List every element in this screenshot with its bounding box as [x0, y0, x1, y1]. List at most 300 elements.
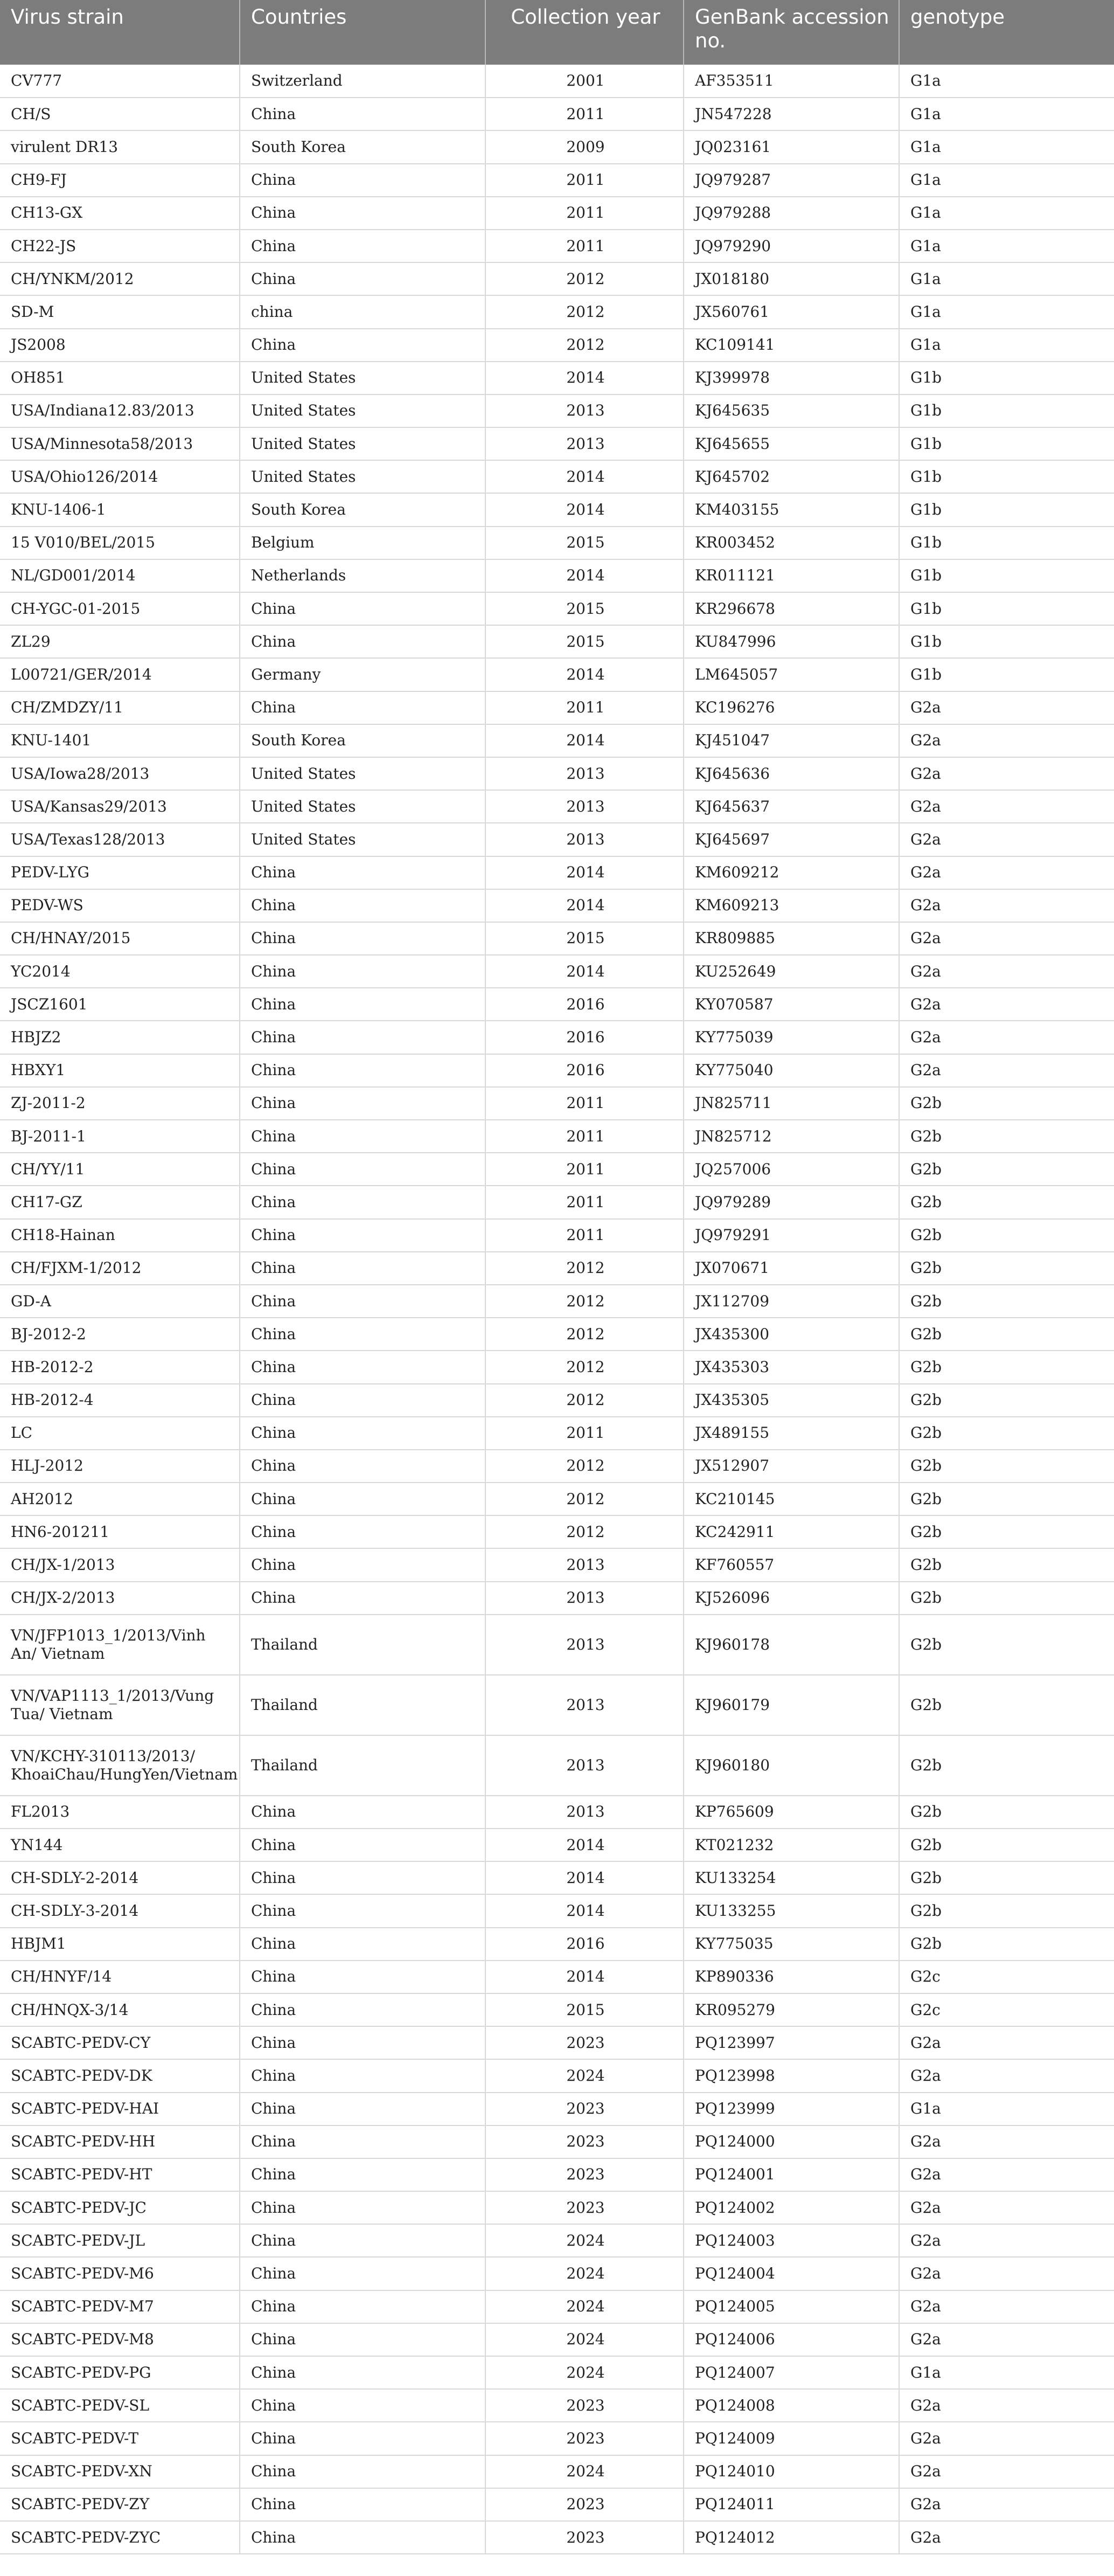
table-row [0, 1928, 1114, 1961]
virus-strain-cell: YN144 [0, 1829, 240, 1861]
collection-year-cell: 2011 [485, 1120, 684, 1153]
table-row [0, 559, 1114, 592]
country-cell: China [240, 1483, 485, 1515]
virus-strain-cell: SCABTC-PEDV-JL [0, 2224, 240, 2257]
genotype-cell: G1a [899, 262, 1114, 295]
accession-cell: JX112709 [684, 1285, 899, 1318]
collection-year-cell: 2011 [485, 230, 684, 262]
country-cell: China [240, 1252, 485, 1285]
accession-cell: KJ960180 [684, 1735, 899, 1796]
accession-cell: JQ979290 [684, 230, 899, 262]
country-cell: China [240, 329, 485, 362]
country-cell: United States [240, 427, 485, 460]
virus-strain-cell: NL/GD001/2014 [0, 559, 240, 592]
accession-cell: PQ124010 [684, 2455, 899, 2488]
genotype-cell: G2b [899, 1675, 1114, 1735]
country-cell: China [240, 1961, 485, 1993]
table-row [0, 658, 1114, 691]
virus-strain-cell: JS2008 [0, 329, 240, 362]
collection-year-cell: 2013 [485, 1735, 684, 1796]
accession-cell: KT021232 [684, 1829, 899, 1861]
genotype-cell: G2a [899, 2521, 1114, 2554]
genotype-cell: G2b [899, 1483, 1114, 1515]
virus-strain-cell: CH-SDLY-2-2014 [0, 1861, 240, 1894]
genotype-cell: G1b [899, 527, 1114, 559]
accession-cell: PQ123997 [684, 2026, 899, 2059]
table-row [0, 592, 1114, 625]
country-cell: China [240, 1894, 485, 1927]
accession-cell: PQ124000 [684, 2125, 899, 2158]
table-row [0, 2389, 1114, 2422]
genotype-cell: G2a [899, 922, 1114, 955]
accession-cell: JQ979287 [684, 164, 899, 197]
country-cell: China [240, 1548, 485, 1581]
genotype-cell: G2a [899, 2422, 1114, 2455]
accession-cell: KY775035 [684, 1928, 899, 1961]
accession-cell: JQ023161 [684, 130, 899, 163]
genotype-cell: G2a [899, 2455, 1114, 2488]
collection-year-cell: 2013 [485, 823, 684, 856]
collection-year-cell: 2001 [485, 65, 684, 98]
collection-year-cell: 2012 [485, 295, 684, 328]
collection-year-cell: 2023 [485, 2389, 684, 2422]
collection-year-cell: 2023 [485, 2191, 684, 2224]
genotype-cell: G2a [899, 2488, 1114, 2521]
table-row [0, 1796, 1114, 1829]
accession-cell: KR296678 [684, 592, 899, 625]
collection-year-cell: 2014 [485, 724, 684, 757]
virus-strain-cell: SCABTC-PEDV-JC [0, 2191, 240, 2224]
collection-year-cell: 2011 [485, 1219, 684, 1252]
country-cell: China [240, 1087, 485, 1120]
genotype-cell: G2b [899, 1384, 1114, 1417]
table-row [0, 757, 1114, 790]
country-cell: China [240, 1582, 485, 1615]
table-row [0, 1861, 1114, 1894]
genotype-cell: G2b [899, 1120, 1114, 1153]
virus-strain-cell: VN/VAP1113_1/2013/Vung Tua/ Vietnam [0, 1675, 240, 1735]
table-row [0, 790, 1114, 823]
country-cell: Netherlands [240, 559, 485, 592]
virus-strain-cell: SCABTC-PEDV-HH [0, 2125, 240, 2158]
genotype-cell: G1a [899, 295, 1114, 328]
table-row [0, 1829, 1114, 1861]
country-cell: China [240, 2224, 485, 2257]
table-row [0, 98, 1114, 130]
virus-strain-cell: SCABTC-PEDV-M7 [0, 2290, 240, 2323]
table-row [0, 1252, 1114, 1285]
accession-cell: KJ399978 [684, 362, 899, 394]
collection-year-cell: 2013 [485, 1615, 684, 1675]
accession-cell: JX489155 [684, 1417, 899, 1450]
accession-cell: LM645057 [684, 658, 899, 691]
collection-year-cell: 2016 [485, 1928, 684, 1961]
collection-year-cell: 2023 [485, 2158, 684, 2191]
accession-cell: JX018180 [684, 262, 899, 295]
country-cell: China [240, 1417, 485, 1450]
collection-year-cell: 2014 [485, 1961, 684, 1993]
accession-cell: PQ124003 [684, 2224, 899, 2257]
virus-strain-cell: CH9-FJ [0, 164, 240, 197]
virus-strain-cell: SCABTC-PEDV-M6 [0, 2257, 240, 2290]
genotype-cell: G1a [899, 2093, 1114, 2125]
genotype-cell: G1a [899, 230, 1114, 262]
genotype-cell: G1a [899, 98, 1114, 130]
country-cell: China [240, 1153, 485, 1186]
table-row [0, 1548, 1114, 1581]
country-cell: China [240, 1450, 485, 1483]
country-cell: Switzerland [240, 65, 485, 98]
accession-cell: KU133255 [684, 1894, 899, 1927]
header-row [0, 0, 1114, 65]
genotype-cell: G1a [899, 164, 1114, 197]
genotype-cell: G2a [899, 2125, 1114, 2158]
virus-strain-cell: ZJ-2011-2 [0, 1087, 240, 1120]
table-row [0, 2059, 1114, 2092]
accession-cell: KC210145 [684, 1483, 899, 1515]
table-row [0, 1417, 1114, 1450]
virus-strain-cell: GD-A [0, 1285, 240, 1318]
table-row [0, 2257, 1114, 2290]
table-row [0, 2125, 1114, 2158]
accession-cell: KM403155 [684, 493, 899, 526]
country-cell: China [240, 2125, 485, 2158]
genotype-cell: G1a [899, 65, 1114, 98]
header-collection-year: Collection year [485, 0, 684, 65]
virus-strain-cell: SCABTC-PEDV-SL [0, 2389, 240, 2422]
virus-strain-cell: SD-M [0, 295, 240, 328]
country-cell: China [240, 197, 485, 230]
collection-year-cell: 2011 [485, 1153, 684, 1186]
country-cell: China [240, 1021, 485, 1054]
header-virus-strain: Virus strain [0, 0, 240, 65]
genotype-cell: G2b [899, 1219, 1114, 1252]
collection-year-cell: 2015 [485, 592, 684, 625]
genotype-cell: G2a [899, 889, 1114, 922]
accession-cell: PQ124009 [684, 2422, 899, 2455]
country-cell: China [240, 889, 485, 922]
collection-year-cell: 2023 [485, 2093, 684, 2125]
accession-cell: JQ979291 [684, 1219, 899, 1252]
table-row [0, 2521, 1114, 2554]
collection-year-cell: 2013 [485, 1582, 684, 1615]
country-cell: China [240, 262, 485, 295]
virus-strain-cell: CH/YNKM/2012 [0, 262, 240, 295]
accession-cell: KP890336 [684, 1961, 899, 1993]
collection-year-cell: 2014 [485, 1894, 684, 1927]
table-row [0, 362, 1114, 394]
country-cell: China [240, 2521, 485, 2554]
country-cell: China [240, 1285, 485, 1318]
accession-cell: KY775039 [684, 1021, 899, 1054]
country-cell: China [240, 955, 485, 988]
genotype-cell: G2a [899, 2257, 1114, 2290]
collection-year-cell: 2023 [485, 2488, 684, 2521]
virus-strain-cell: CH-SDLY-3-2014 [0, 1894, 240, 1927]
virus-strain-cell: USA/Minnesota58/2013 [0, 427, 240, 460]
accession-cell: JX435303 [684, 1351, 899, 1383]
table-row [0, 1021, 1114, 1054]
country-cell: China [240, 2389, 485, 2422]
virus-strain-cell: CH/JX-2/2013 [0, 1582, 240, 1615]
genotype-cell: G1b [899, 658, 1114, 691]
accession-cell: KJ645702 [684, 460, 899, 493]
country-cell: China [240, 164, 485, 197]
country-cell: china [240, 295, 485, 328]
genotype-cell: G2a [899, 2059, 1114, 2092]
genotype-cell: G1b [899, 592, 1114, 625]
collection-year-cell: 2024 [485, 2356, 684, 2389]
collection-year-cell: 2024 [485, 2290, 684, 2323]
collection-year-cell: 2012 [485, 1285, 684, 1318]
country-cell: China [240, 2422, 485, 2455]
country-cell: China [240, 230, 485, 262]
table-row [0, 1993, 1114, 2026]
genotype-cell: G2a [899, 2191, 1114, 2224]
collection-year-cell: 2012 [485, 1351, 684, 1383]
table-row [0, 427, 1114, 460]
virus-strain-cell: CH/YY/11 [0, 1153, 240, 1186]
genotype-cell: G2b [899, 1186, 1114, 1218]
collection-year-cell: 2023 [485, 2026, 684, 2059]
virus-strain-cell: HB-2012-4 [0, 1384, 240, 1417]
collection-year-cell: 2024 [485, 2224, 684, 2257]
country-cell: China [240, 1219, 485, 1252]
genotype-cell: G2b [899, 1285, 1114, 1318]
genotype-cell: G2b [899, 1894, 1114, 1927]
table-row [0, 823, 1114, 856]
country-cell: China [240, 1993, 485, 2026]
table-row [0, 164, 1114, 197]
country-cell: United States [240, 790, 485, 823]
virus-strain-cell: CH/FJXM-1/2012 [0, 1252, 240, 1285]
accession-cell: KJ451047 [684, 724, 899, 757]
table-row [0, 2158, 1114, 2191]
table-row [0, 1450, 1114, 1483]
accession-cell: KJ645635 [684, 394, 899, 427]
virus-strain-cell: CH/ZMDZY/11 [0, 691, 240, 724]
virus-strain-cell: HBXY1 [0, 1054, 240, 1087]
virus-strain-cell: CH/HNYF/14 [0, 1961, 240, 1993]
accession-cell: KY070587 [684, 988, 899, 1021]
virus-strain-cell: CH/HNQX-3/14 [0, 1993, 240, 2026]
table-row [0, 1318, 1114, 1351]
genotype-cell: G1a [899, 130, 1114, 163]
table-row [0, 2323, 1114, 2356]
virus-strain-cell: OH851 [0, 362, 240, 394]
collection-year-cell: 2012 [485, 1252, 684, 1285]
genotype-cell: G2b [899, 1861, 1114, 1894]
accession-cell: KJ960178 [684, 1615, 899, 1675]
genotype-cell: G2b [899, 1582, 1114, 1615]
country-cell: China [240, 691, 485, 724]
country-cell: China [240, 2158, 485, 2191]
virus-strain-cell: HLJ-2012 [0, 1450, 240, 1483]
collection-year-cell: 2023 [485, 2422, 684, 2455]
country-cell: China [240, 988, 485, 1021]
country-cell: Thailand [240, 1615, 485, 1675]
accession-cell: KC196276 [684, 691, 899, 724]
virus-strain-cell: SCABTC-PEDV-T [0, 2422, 240, 2455]
genotype-cell: G1a [899, 329, 1114, 362]
accession-cell: KU133254 [684, 1861, 899, 1894]
country-cell: Germany [240, 658, 485, 691]
accession-cell: KJ645637 [684, 790, 899, 823]
table-row [0, 1483, 1114, 1515]
country-cell: China [240, 922, 485, 955]
collection-year-cell: 2011 [485, 1417, 684, 1450]
collection-year-cell: 2009 [485, 130, 684, 163]
collection-year-cell: 2024 [485, 2455, 684, 2488]
genotype-cell: G2a [899, 724, 1114, 757]
table-row [0, 527, 1114, 559]
collection-year-cell: 2012 [485, 262, 684, 295]
country-cell: China [240, 2093, 485, 2125]
table-row [0, 394, 1114, 427]
country-cell: Thailand [240, 1735, 485, 1796]
virus-strain-cell: SCABTC-PEDV-DK [0, 2059, 240, 2092]
genotype-cell: G2b [899, 1796, 1114, 1829]
collection-year-cell: 2011 [485, 197, 684, 230]
country-cell: China [240, 1515, 485, 1548]
country-cell: China [240, 2191, 485, 2224]
accession-cell: JN825711 [684, 1087, 899, 1120]
accession-cell: JQ257006 [684, 1153, 899, 1186]
genotype-cell: G2a [899, 1054, 1114, 1087]
country-cell: China [240, 98, 485, 130]
accession-cell: PQ124001 [684, 2158, 899, 2191]
accession-cell: KU847996 [684, 625, 899, 658]
genotype-cell: G2a [899, 2224, 1114, 2257]
genotype-cell: G2b [899, 1252, 1114, 1285]
genotype-cell: G1b [899, 559, 1114, 592]
virus-strain-cell: PEDV-WS [0, 889, 240, 922]
collection-year-cell: 2013 [485, 1675, 684, 1735]
genotype-cell: G2b [899, 1318, 1114, 1351]
virus-strain-cell: KNU-1406-1 [0, 493, 240, 526]
accession-cell: KJ526096 [684, 1582, 899, 1615]
virus-strain-cell: CH/JX-1/2013 [0, 1548, 240, 1581]
table-row [0, 230, 1114, 262]
accession-cell: JX512907 [684, 1450, 899, 1483]
header-genbank-accession: GenBank accession no. [684, 0, 899, 65]
country-cell: China [240, 2059, 485, 2092]
virus-strain-cell: CH-YGC-01-2015 [0, 592, 240, 625]
country-cell: China [240, 1120, 485, 1153]
header-genotype: genotype [899, 0, 1114, 65]
virus-strain-cell: USA/Indiana12.83/2013 [0, 394, 240, 427]
collection-year-cell: 2013 [485, 1796, 684, 1829]
country-cell: China [240, 1796, 485, 1829]
genotype-cell: G2a [899, 856, 1114, 889]
table-row [0, 2422, 1114, 2455]
genotype-cell: G2a [899, 2158, 1114, 2191]
collection-year-cell: 2014 [485, 1861, 684, 1894]
virus-strain-cell: VN/JFP1013_1/2013/Vinh An/ Vietnam [0, 1615, 240, 1675]
virus-strain-cell: USA/Texas128/2013 [0, 823, 240, 856]
collection-year-cell: 2013 [485, 790, 684, 823]
country-cell: South Korea [240, 724, 485, 757]
table-row [0, 262, 1114, 295]
virus-strain-cell: AH2012 [0, 1483, 240, 1515]
collection-year-cell: 2011 [485, 1087, 684, 1120]
accession-cell: KM609213 [684, 889, 899, 922]
collection-year-cell: 2015 [485, 527, 684, 559]
virus-strain-cell: HB-2012-2 [0, 1351, 240, 1383]
genotype-cell: G2a [899, 2323, 1114, 2356]
table-row [0, 1582, 1114, 1615]
accession-cell: PQ124007 [684, 2356, 899, 2389]
table-row [0, 1054, 1114, 1087]
virus-strain-cell: SCABTC-PEDV-HT [0, 2158, 240, 2191]
collection-year-cell: 2016 [485, 1021, 684, 1054]
accession-cell: AF353511 [684, 65, 899, 98]
accession-cell: PQ124011 [684, 2488, 899, 2521]
genotype-cell: G2b [899, 1351, 1114, 1383]
collection-year-cell: 2016 [485, 1054, 684, 1087]
virus-strain-cell: CH/HNAY/2015 [0, 922, 240, 955]
accession-cell: KJ645697 [684, 823, 899, 856]
collection-year-cell: 2011 [485, 691, 684, 724]
table-row [0, 460, 1114, 493]
table-row [0, 2290, 1114, 2323]
virus-strain-cell: JSCZ1601 [0, 988, 240, 1021]
accession-cell: KJ645636 [684, 757, 899, 790]
country-cell: China [240, 2026, 485, 2059]
accession-cell: PQ124002 [684, 2191, 899, 2224]
collection-year-cell: 2014 [485, 493, 684, 526]
country-cell: China [240, 2290, 485, 2323]
genotype-cell: G2c [899, 1961, 1114, 1993]
table-header [0, 0, 1114, 65]
genotype-cell: G2c [899, 1993, 1114, 2026]
virus-strain-cell: ZL29 [0, 625, 240, 658]
accession-cell: KF760557 [684, 1548, 899, 1581]
collection-year-cell: 2013 [485, 757, 684, 790]
accession-cell: KJ645655 [684, 427, 899, 460]
collection-year-cell: 2015 [485, 1993, 684, 2026]
genotype-cell: G1a [899, 197, 1114, 230]
table-row [0, 1894, 1114, 1927]
country-cell: United States [240, 362, 485, 394]
accession-cell: KR095279 [684, 1993, 899, 2026]
country-cell: China [240, 1318, 485, 1351]
table-row [0, 2093, 1114, 2125]
table-row [0, 2488, 1114, 2521]
virus-strain-cell: SCABTC-PEDV-HAI [0, 2093, 240, 2125]
collection-year-cell: 2013 [485, 1548, 684, 1581]
table-row [0, 2026, 1114, 2059]
accession-cell: JN547228 [684, 98, 899, 130]
collection-year-cell: 2013 [485, 427, 684, 460]
virus-strain-cell: VN/KCHY-310113/2013/ KhoaiChau/HungYen/Vietnam [0, 1735, 240, 1796]
collection-year-cell: 2014 [485, 889, 684, 922]
country-cell: China [240, 1054, 485, 1087]
collection-year-cell: 2011 [485, 98, 684, 130]
country-cell: United States [240, 823, 485, 856]
accession-cell: JN825712 [684, 1120, 899, 1153]
genotype-cell: G2a [899, 757, 1114, 790]
table-row [0, 691, 1114, 724]
collection-year-cell: 2015 [485, 922, 684, 955]
accession-cell: KU252649 [684, 955, 899, 988]
country-cell: China [240, 1384, 485, 1417]
accession-cell: KR809885 [684, 922, 899, 955]
collection-year-cell: 2023 [485, 2521, 684, 2554]
country-cell: China [240, 856, 485, 889]
accession-cell: JX435305 [684, 1384, 899, 1417]
collection-year-cell: 2023 [485, 2125, 684, 2158]
